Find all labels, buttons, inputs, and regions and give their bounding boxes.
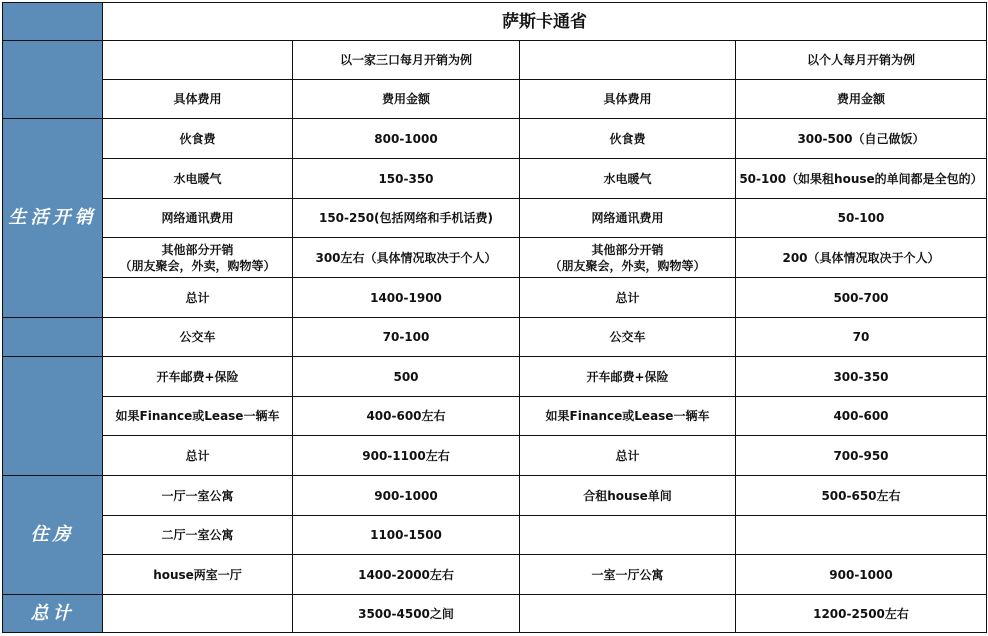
table-cell: 一厅一室公寓 [103, 476, 293, 516]
table-cell: 50-100（如果租house的单间都是全包的） [736, 159, 987, 199]
table-cell: 1400-2000左右 [293, 555, 520, 595]
family-example-header: 以一家三口每月开销为例 [293, 41, 520, 80]
table-cell: 300-350 [736, 357, 987, 397]
table-cell: 水电暖气 [520, 159, 736, 199]
table-cell: 伙食费 [103, 119, 293, 159]
table-cell: 300左右（具体情况取决于个人） [293, 238, 520, 278]
side-cell-top [3, 3, 103, 41]
table-cell: 总计 [103, 436, 293, 476]
header-blank-2 [520, 41, 736, 80]
header-blank-1 [103, 41, 293, 80]
table-cell: 公交车 [103, 318, 293, 357]
person-example-header: 以个人每月开销为例 [736, 41, 987, 80]
table-cell: 如果Finance或Lease一辆车 [103, 397, 293, 436]
table-cell: 800-1000 [293, 119, 520, 159]
section-living: 生活开销 [3, 119, 103, 318]
table-cell: 1200-2500左右 [736, 595, 987, 633]
section-total: 总计 [3, 595, 103, 633]
table-cell: 150-250(包括网络和手机话费) [293, 199, 520, 238]
cell-line: （朋友聚会，外卖，购物等） [549, 258, 706, 273]
table-cell: 二厅一室公寓 [103, 516, 293, 555]
table-cell: 70 [736, 318, 987, 357]
table-cell: 总计 [520, 278, 736, 318]
table-cell: 总计 [103, 278, 293, 318]
table-cell: 如果Finance或Lease一辆车 [520, 397, 736, 436]
table-cell: 一室一厅公寓 [520, 555, 736, 595]
cell-line: 其他部分开销 [161, 242, 234, 257]
table-cell: 水电暖气 [103, 159, 293, 199]
table-cell: 900-1000 [736, 555, 987, 595]
section-housing: 住房 [3, 476, 103, 595]
table-cell: 900-1100左右 [293, 436, 520, 476]
cell-line: （朋友聚会，外卖，购物等） [119, 258, 276, 273]
table-cell: 网络通讯费用 [103, 199, 293, 238]
table-cell: 500-700 [736, 278, 987, 318]
table-cell: 1400-1900 [293, 278, 520, 318]
table-cell: 伙食费 [520, 119, 736, 159]
table-cell: 合租house单间 [520, 476, 736, 516]
table-cell [520, 595, 736, 633]
table-cell: 1100-1500 [293, 516, 520, 555]
table-cell [103, 595, 293, 633]
table-cell: 150-350 [293, 159, 520, 199]
table-cell: house两室一厅 [103, 555, 293, 595]
family-amount-col-header: 费用金额 [293, 80, 520, 119]
table-cell: 900-1000 [293, 476, 520, 516]
table-cell [736, 516, 987, 555]
cell-line: 其他部分开销 [591, 242, 664, 257]
person-item-col-header: 具体费用 [520, 80, 736, 119]
side-cell-header [3, 41, 103, 119]
person-amount-col-header: 费用金额 [736, 80, 987, 119]
side-cell-bus [3, 318, 103, 357]
table-cell: 300-500（自己做饭） [736, 119, 987, 159]
table-cell: 700-950 [736, 436, 987, 476]
table-cell: 200（具体情况取决于个人） [736, 238, 987, 278]
table-cell: 网络通讯费用 [520, 199, 736, 238]
page-title: 萨斯卡通省 [103, 3, 987, 41]
table-cell: 总计 [520, 436, 736, 476]
cost-table [2, 2, 987, 633]
table-cell: 50-100 [736, 199, 987, 238]
table-cell: 公交车 [520, 318, 736, 357]
table-cell: 开车邮费+保险 [103, 357, 293, 397]
table-cell: 500 [293, 357, 520, 397]
side-cell-car [3, 357, 103, 476]
table-cell: 400-600左右 [293, 397, 520, 436]
table-cell: 500-650左右 [736, 476, 987, 516]
table-cell: 开车邮费+保险 [520, 357, 736, 397]
table-cell: 3500-4500之间 [293, 595, 520, 633]
table-cell: 70-100 [293, 318, 520, 357]
table-cell [103, 238, 293, 278]
table-cell [520, 238, 736, 278]
family-item-col-header: 具体费用 [103, 80, 293, 119]
table-cell [520, 516, 736, 555]
table-cell: 400-600 [736, 397, 987, 436]
